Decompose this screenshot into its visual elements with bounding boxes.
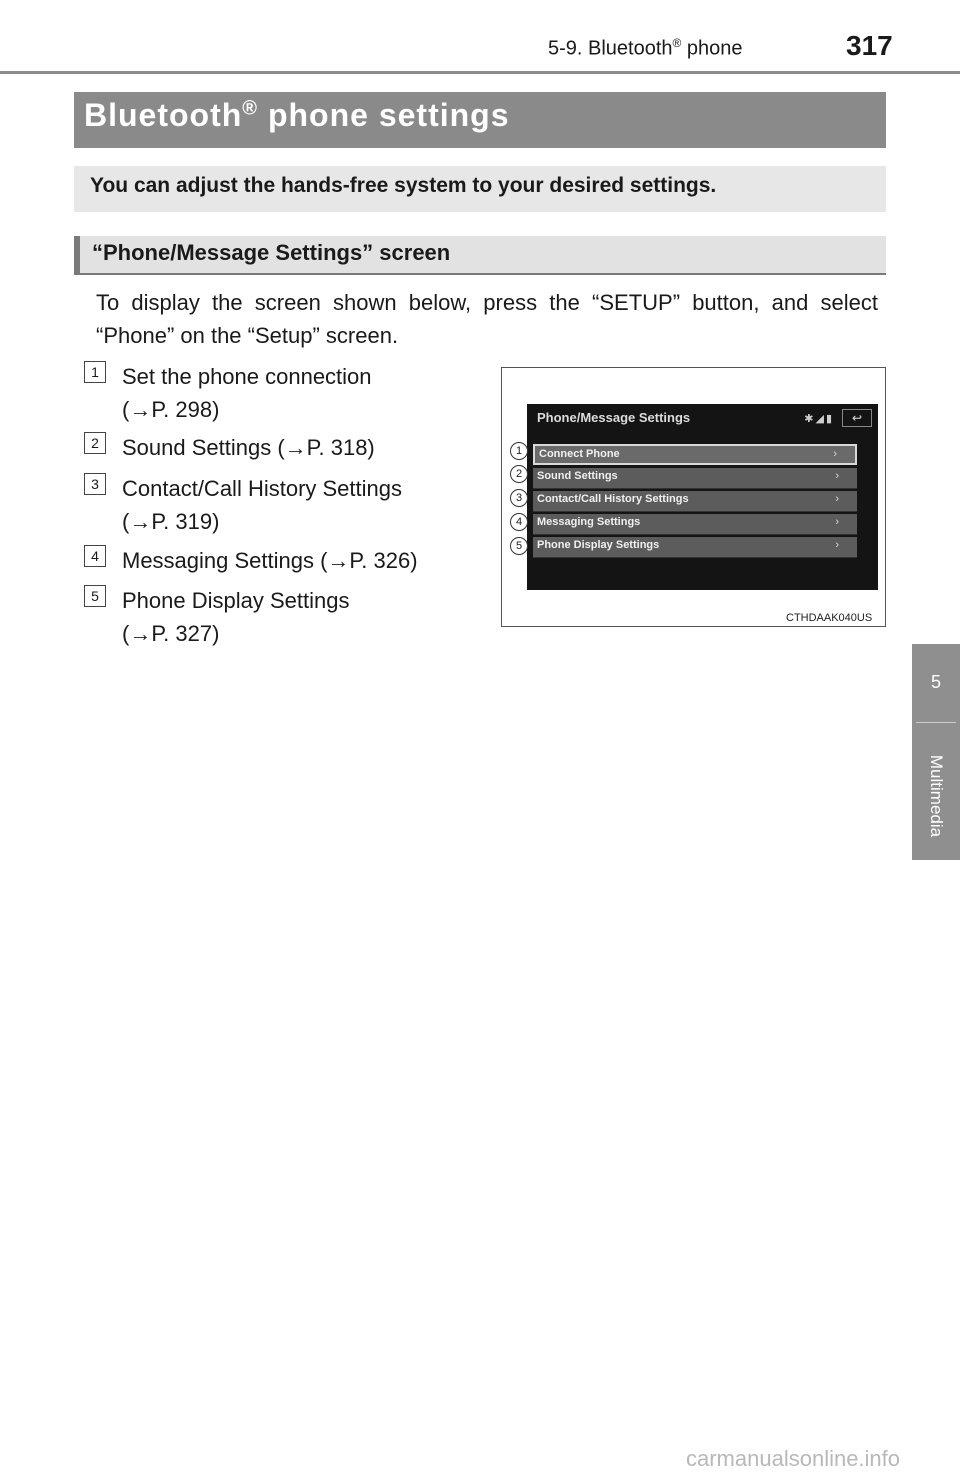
list-item-text: Phone Display Settings (→P. 327) (122, 588, 350, 646)
screen-title: Phone/Message Settings (537, 410, 691, 425)
chevron-right-icon: › (835, 539, 839, 551)
subheading: “Phone/Message Settings” screen (92, 240, 451, 265)
chevron-right-icon: › (833, 448, 837, 460)
chapter-name: Multimedia (927, 754, 946, 838)
intro-text: You can adjust the hands-free system to your desired settings. (90, 174, 717, 197)
list-item (84, 431, 484, 464)
section-title: Bluetooth® phone settings (84, 97, 510, 133)
subheading-rule (74, 273, 886, 275)
chevron-right-icon: › (835, 516, 839, 528)
settings-screen-image (527, 404, 878, 590)
item-number-badge: 2 (84, 432, 106, 454)
chapter-number: 5 (930, 672, 941, 692)
callout-marker: 3 (510, 489, 528, 507)
page-number: 317 (846, 30, 893, 61)
list-item (84, 472, 484, 538)
list-item (84, 544, 484, 577)
screen-row-phone-display-settings: Phone Display Settings › (533, 537, 857, 558)
list-item-text: Set the phone connection (→P. 298) (122, 364, 372, 422)
callout-marker: 2 (510, 465, 528, 483)
chevron-right-icon: › (835, 493, 839, 505)
chevron-right-icon: › (835, 470, 839, 482)
header-rule (0, 71, 960, 74)
screen-row-messaging-settings: Messaging Settings › (533, 514, 857, 535)
list-item (84, 360, 484, 426)
item-number-badge: 3 (84, 473, 106, 495)
item-number-badge: 5 (84, 585, 106, 607)
running-header-section: 5-9. Bluetooth® phone (548, 36, 743, 60)
screen-row-sound-settings: Sound Settings › (533, 468, 857, 489)
screen-row-contact-call-history: Contact/Call History Settings › (533, 491, 857, 512)
watermark-text: carmanualsonline.info (686, 1446, 901, 1471)
callout-marker: 4 (510, 513, 528, 531)
figure-code: CTHDAAK040US (786, 612, 873, 624)
list-item (84, 584, 484, 650)
chapter-tab-divider (916, 722, 956, 723)
item-number-badge: 4 (84, 545, 106, 567)
callout-marker: 5 (510, 537, 528, 555)
instruction-paragraph: To display the screen shown below, press the “SETUP” button, and select “Phone” on the “Setup” screen. (96, 290, 878, 348)
callout-marker: 1 (510, 442, 528, 460)
list-item-text: Contact/Call History Settings (→P. 319) (122, 476, 402, 534)
list-item-text: Messaging Settings (→P. 326) (122, 548, 418, 573)
status-icons: ✱◢▮ (804, 413, 834, 425)
item-number-badge: 1 (84, 361, 106, 383)
screen-row-connect-phone: Connect Phone › (533, 444, 857, 465)
list-item-text: Sound Settings (→P. 318) (122, 435, 375, 460)
back-icon: ↩ (842, 409, 872, 427)
